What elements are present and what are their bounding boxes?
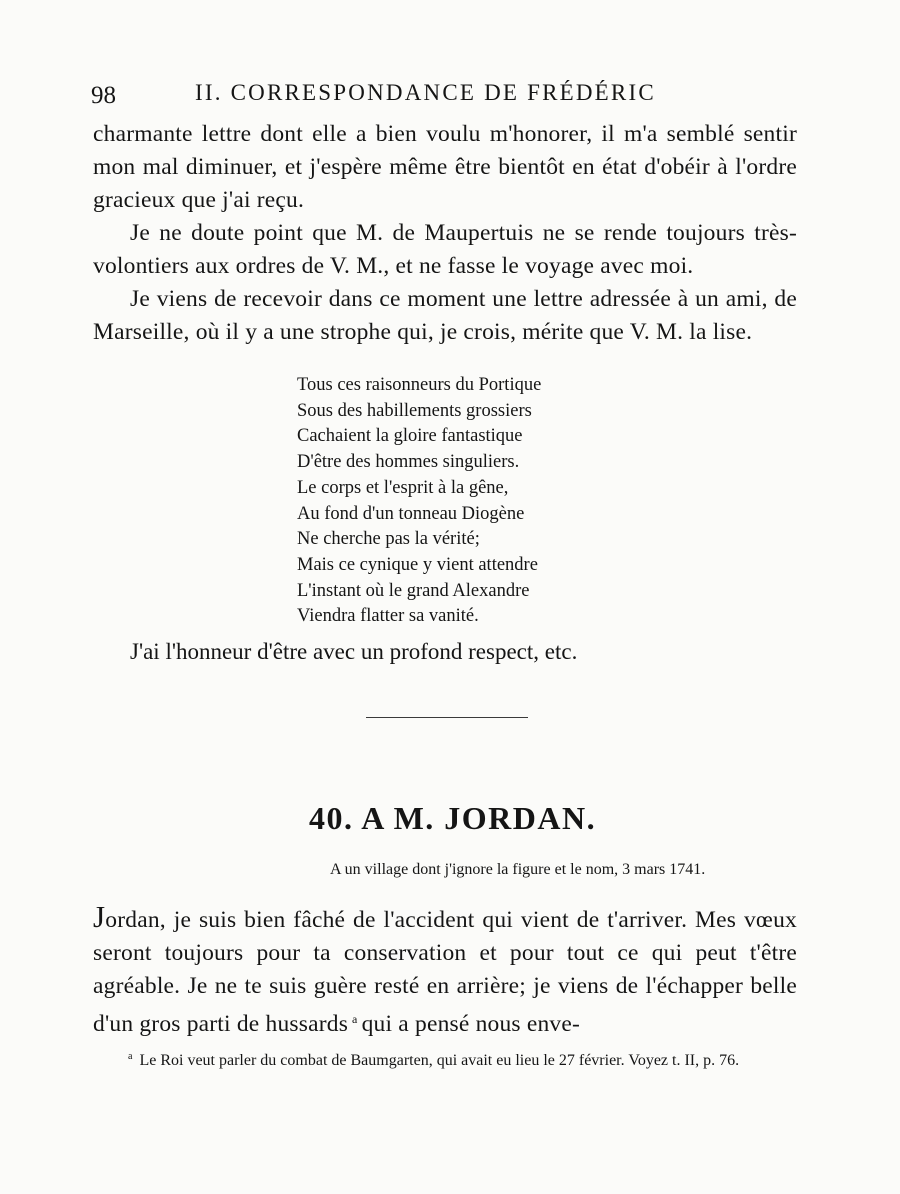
- footnote-text: Le Roi veut parler du combat de Baumgarten, qui avait eu lieu le 27 février. Voyez t. II, p. 76.: [139, 1052, 740, 1069]
- page-header: [91, 74, 791, 114]
- letter-title: 40. A M. JORDAN.: [309, 800, 597, 836]
- initial-letter: J: [93, 899, 106, 934]
- poem-line: L'instant où le grand Alexandre: [297, 580, 530, 601]
- poem-line: Tous ces raisonneurs du Portique: [297, 375, 542, 395]
- paragraph-strophe: Je viens de recevoir dans ce moment une lettre adressée à un ami, de Marseille, où il y a une strophe qui, je crois, mérite que V. M. la lise.: [93, 286, 797, 345]
- poem-line: Au fond d'un tonneau Diogène: [297, 503, 525, 524]
- poem-line: Le corps et l'esprit à la gêne,: [297, 477, 509, 498]
- footnote-reference: a: [352, 1012, 358, 1026]
- poem-line: Mais ce cynique y vient attendre: [297, 554, 538, 575]
- poem-line: Ne cherche pas la vérité;: [297, 529, 480, 550]
- running-title: II. CORRESPONDANCE DE FRÉDÉRIC: [195, 80, 656, 105]
- top-text-block: [93, 118, 797, 349]
- footnote: [100, 1043, 798, 1075]
- paragraph-continuation: charmante lettre dont elle a bien voulu m'honorer, il m'a semblé sentir mon mal diminuer, et j'espère même être bientôt en état d'obéir à l'ordre gracieux que j'ai reçu.: [93, 121, 797, 213]
- poem-line: Sous des habillements grossiers: [297, 400, 532, 421]
- poem-strophe: [297, 373, 541, 630]
- letter-text-start: ordan, je suis bien fâché de l'accident qui vient de t'arriver. Mes vœux seront toujours pour ta conservation et pour tout ce qui peut t'être agréable. Je ne te suis guère resté en arrière; je viens de l'échapper belle d'un gros parti de hussards: [93, 907, 797, 1037]
- footnote-mark: a: [128, 1051, 133, 1062]
- page-number: 98: [91, 82, 116, 109]
- letter-text-end: qui a pensé nous enve-: [361, 1011, 581, 1037]
- paragraph-maupertuis: Je ne doute point que M. de Maupertuis ne se rende toujours très-volontiers aux ordres de V. M., et ne fasse le voyage avec moi.: [93, 220, 797, 279]
- poem-line: Cachaient la gloire fantastique: [297, 426, 523, 447]
- poem-line: D'être des hommes singuliers.: [297, 452, 520, 473]
- letter-paragraph: [93, 900, 797, 1041]
- section-divider: [366, 717, 528, 718]
- closing-salutation: J'ai l'honneur d'être avec un profond respect, etc.: [130, 639, 578, 664]
- letter-body: [93, 900, 797, 1041]
- poem-line: Viendra flatter sa vanité.: [297, 606, 479, 627]
- letter-dateline: A un village dont j'ignore la figure et le nom, 3 mars 1741.: [330, 861, 706, 878]
